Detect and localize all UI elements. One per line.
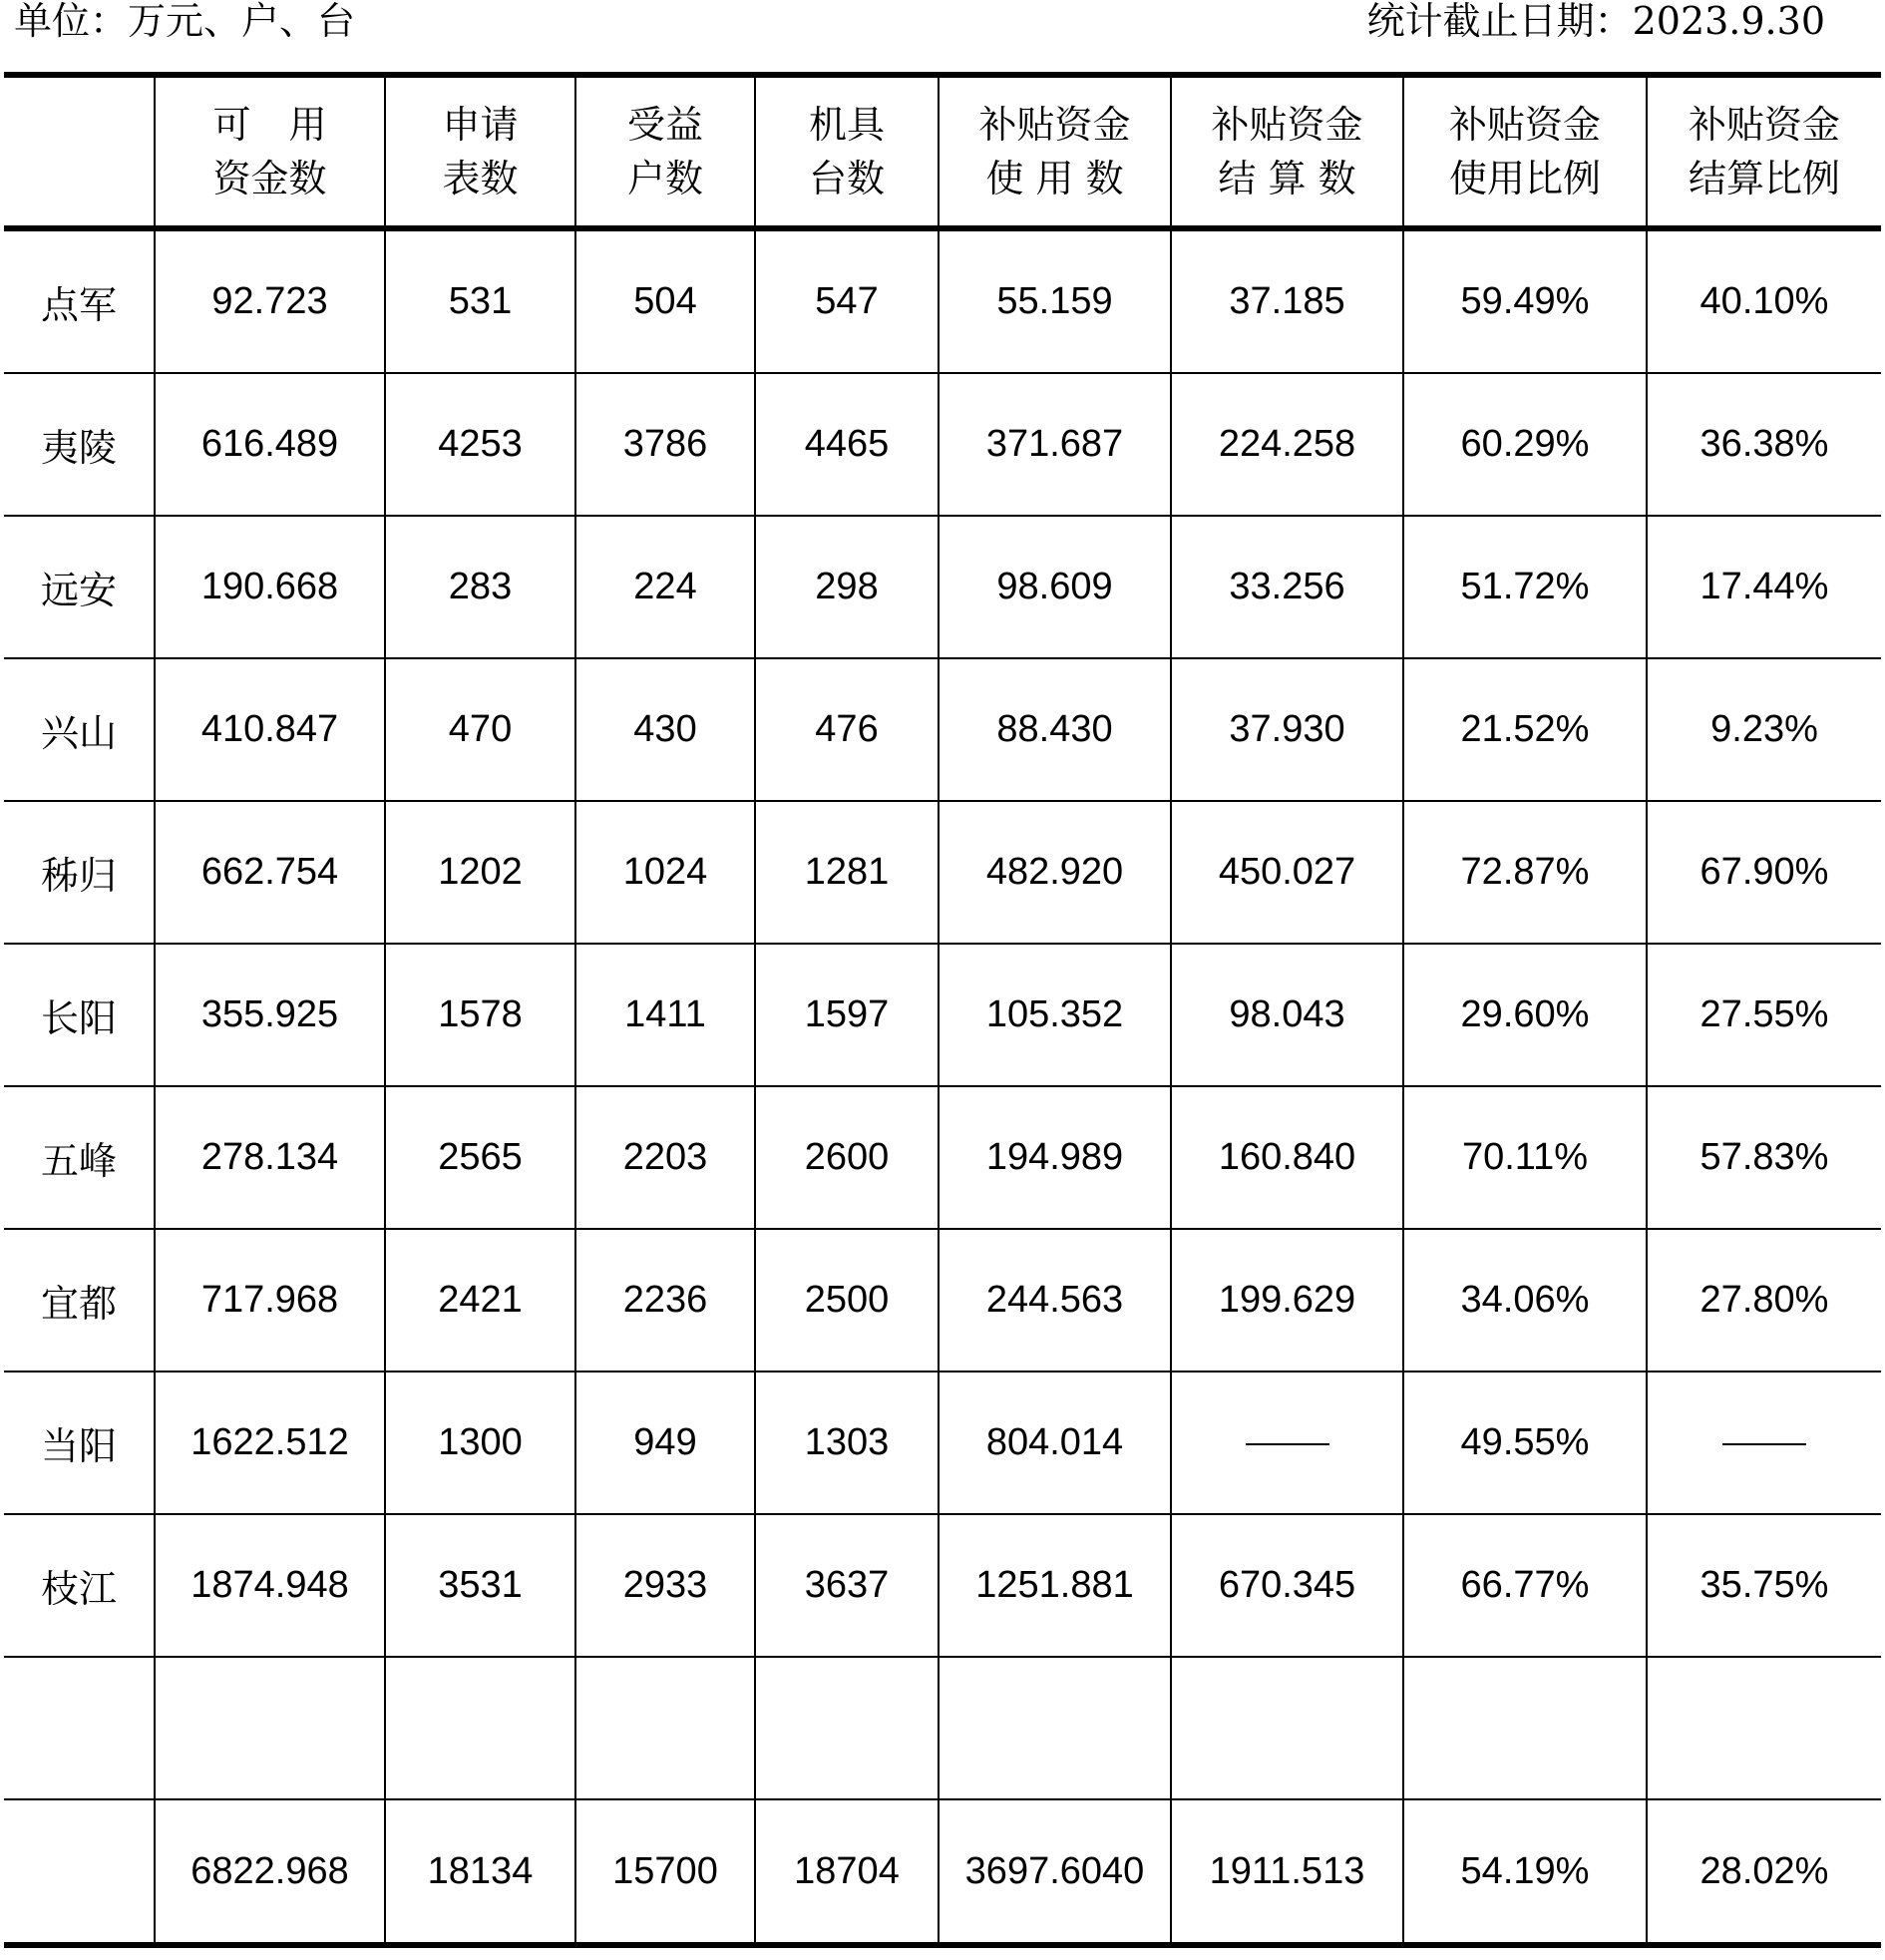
use-ratio-cell: 72.87% [1403,801,1647,944]
settle-ratio-cell-empty [1647,1372,1881,1514]
table-row [4,373,1881,516]
total-applications-cell: 18134 [385,1799,575,1945]
available-funds-cell: 410.847 [155,658,385,801]
applications-cell: 283 [385,516,575,658]
applications-cell: 3531 [385,1514,575,1657]
table-row [4,1372,1881,1514]
column-header-settled [1171,75,1403,228]
region-cell: 当阳 [4,1372,155,1514]
total-label-cell [4,1799,155,1945]
empty-value-dash [1722,1443,1806,1445]
header-line-1: 机具 [808,103,885,147]
header-line-2: 结算比例 [1688,157,1840,200]
settled-cell: 98.043 [1171,944,1403,1086]
settle-ratio-cell: 27.55% [1647,944,1881,1086]
header-line-2: 台数 [808,157,885,200]
machines-cell: 476 [755,658,939,801]
applications-cell: 1300 [385,1372,575,1514]
households-cell: 2933 [575,1514,755,1657]
available-funds-cell: 355.925 [155,944,385,1086]
settle-ratio-cell [1647,1657,1881,1799]
used-cell: 88.430 [939,658,1171,801]
used-cell: 482.920 [939,801,1171,944]
applications-cell: 2565 [385,1086,575,1229]
total-used-cell: 3697.6040 [939,1799,1171,1945]
settle-ratio-cell: 27.80% [1647,1229,1881,1372]
header-line-2: 户数 [626,157,703,200]
machines-cell: 2500 [755,1229,939,1372]
available-funds-cell: 190.668 [155,516,385,658]
applications-cell: 1578 [385,944,575,1086]
header-line-2: 表数 [442,157,519,200]
settle-ratio-cell: 9.23% [1647,658,1881,801]
settled-cell: 224.258 [1171,373,1403,516]
used-cell: 371.687 [939,373,1171,516]
column-header-settle-ratio [1647,75,1881,228]
region-cell: 五峰 [4,1086,155,1229]
header-line-2: 结 算 数 [1218,157,1356,200]
column-header-region [4,75,155,228]
cutoff-date-label: 统计截止日期：2023.9.30 [1366,0,1825,43]
total-use-ratio-cell: 54.19% [1403,1799,1647,1945]
settle-ratio-cell: 57.83% [1647,1086,1881,1229]
table-row [4,1514,1881,1657]
settle-ratio-cell: 40.10% [1647,228,1881,373]
header-line-1: 受益 [626,103,703,147]
total-households-cell: 15700 [575,1799,755,1945]
column-header-applications [385,75,575,228]
settled-cell [1171,1657,1403,1799]
machines-cell: 1281 [755,801,939,944]
use-ratio-cell: 29.60% [1403,944,1647,1086]
total-machines-cell: 18704 [755,1799,939,1945]
settled-cell-empty [1171,1372,1403,1514]
region-cell: 兴山 [4,658,155,801]
settled-cell: 33.256 [1171,516,1403,658]
used-cell: 244.563 [939,1229,1171,1372]
settle-ratio-cell: 67.90% [1647,801,1881,944]
used-cell: 194.989 [939,1086,1171,1229]
households-cell: 1024 [575,801,755,944]
column-header-used [939,75,1171,228]
available-funds-cell: 92.723 [155,228,385,373]
machines-cell: 1303 [755,1372,939,1514]
header-line-1: 补贴资金 [1448,103,1601,147]
used-cell: 55.159 [939,228,1171,373]
header-line-2: 资金数 [212,157,327,200]
households-cell: 430 [575,658,755,801]
total-available-funds-cell: 6822.968 [155,1799,385,1945]
households-cell: 224 [575,516,755,658]
machines-cell: 298 [755,516,939,658]
table-row [4,801,1881,944]
settle-ratio-cell: 36.38% [1647,373,1881,516]
households-cell: 504 [575,228,755,373]
settle-ratio-cell: 35.75% [1647,1514,1881,1657]
settled-cell: 160.840 [1171,1086,1403,1229]
header-line-1: 补贴资金 [1688,103,1840,147]
machines-cell [755,1657,939,1799]
households-cell [575,1657,755,1799]
use-ratio-cell: 66.77% [1403,1514,1647,1657]
use-ratio-cell: 59.49% [1403,228,1647,373]
available-funds-cell: 1874.948 [155,1514,385,1657]
available-funds-cell: 1622.512 [155,1372,385,1514]
header-line-1: 补贴资金 [1211,103,1363,147]
subsidy-table [4,72,1881,1948]
column-header-households [575,75,755,228]
use-ratio-cell: 70.11% [1403,1086,1647,1229]
machines-cell: 2600 [755,1086,939,1229]
use-ratio-cell: 51.72% [1403,516,1647,658]
available-funds-cell: 717.968 [155,1229,385,1372]
total-row [4,1799,1881,1945]
applications-cell [385,1657,575,1799]
use-ratio-cell: 60.29% [1403,373,1647,516]
available-funds-cell [155,1657,385,1799]
total-settled-cell: 1911.513 [1171,1799,1403,1945]
table-row [4,228,1881,373]
use-ratio-cell: 34.06% [1403,1229,1647,1372]
machines-cell: 3637 [755,1514,939,1657]
settled-cell: 670.345 [1171,1514,1403,1657]
region-cell [4,1657,155,1799]
table-row [4,1086,1881,1229]
used-cell: 98.609 [939,516,1171,658]
table-header-row [4,75,1881,228]
column-header-use-ratio [1403,75,1647,228]
households-cell: 1411 [575,944,755,1086]
column-header-machines [755,75,939,228]
available-funds-cell: 278.134 [155,1086,385,1229]
region-cell: 夷陵 [4,373,155,516]
unit-label: 单位：万元、户、台 [14,0,356,43]
region-cell: 宜都 [4,1229,155,1372]
header-line-2: 使用比例 [1448,157,1601,200]
applications-cell: 470 [385,658,575,801]
settled-cell: 37.930 [1171,658,1403,801]
households-cell: 2236 [575,1229,755,1372]
settled-cell: 37.185 [1171,228,1403,373]
available-funds-cell: 662.754 [155,801,385,944]
households-cell: 2203 [575,1086,755,1229]
available-funds-cell: 616.489 [155,373,385,516]
applications-cell: 1202 [385,801,575,944]
used-cell: 105.352 [939,944,1171,1086]
used-cell [939,1657,1171,1799]
header-line-2: 使 用 数 [985,157,1124,200]
machines-cell: 547 [755,228,939,373]
settle-ratio-cell: 17.44% [1647,516,1881,658]
settled-cell: 199.629 [1171,1229,1403,1372]
region-cell: 秭归 [4,801,155,944]
region-cell: 枝江 [4,1514,155,1657]
use-ratio-cell: 49.55% [1403,1372,1647,1514]
blank-row [4,1657,1881,1799]
applications-cell: 2421 [385,1229,575,1372]
table-row [4,516,1881,658]
column-header-available-funds [155,75,385,228]
used-cell: 1251.881 [939,1514,1171,1657]
use-ratio-cell [1403,1657,1647,1799]
header-line-1: 可 用 [212,103,327,147]
region-cell: 远安 [4,516,155,658]
machines-cell: 1597 [755,944,939,1086]
table-row [4,658,1881,801]
settled-cell: 450.027 [1171,801,1403,944]
region-cell: 长阳 [4,944,155,1086]
applications-cell: 4253 [385,373,575,516]
header-line-1: 申请 [442,103,519,147]
table-row [4,944,1881,1086]
total-settle-ratio-cell: 28.02% [1647,1799,1881,1945]
households-cell: 3786 [575,373,755,516]
empty-value-dash [1246,1443,1329,1445]
region-cell: 点军 [4,228,155,373]
households-cell: 949 [575,1372,755,1514]
header-line-1: 补贴资金 [978,103,1131,147]
use-ratio-cell: 21.52% [1403,658,1647,801]
applications-cell: 531 [385,228,575,373]
machines-cell: 4465 [755,373,939,516]
table-row [4,1229,1881,1372]
used-cell: 804.014 [939,1372,1171,1514]
